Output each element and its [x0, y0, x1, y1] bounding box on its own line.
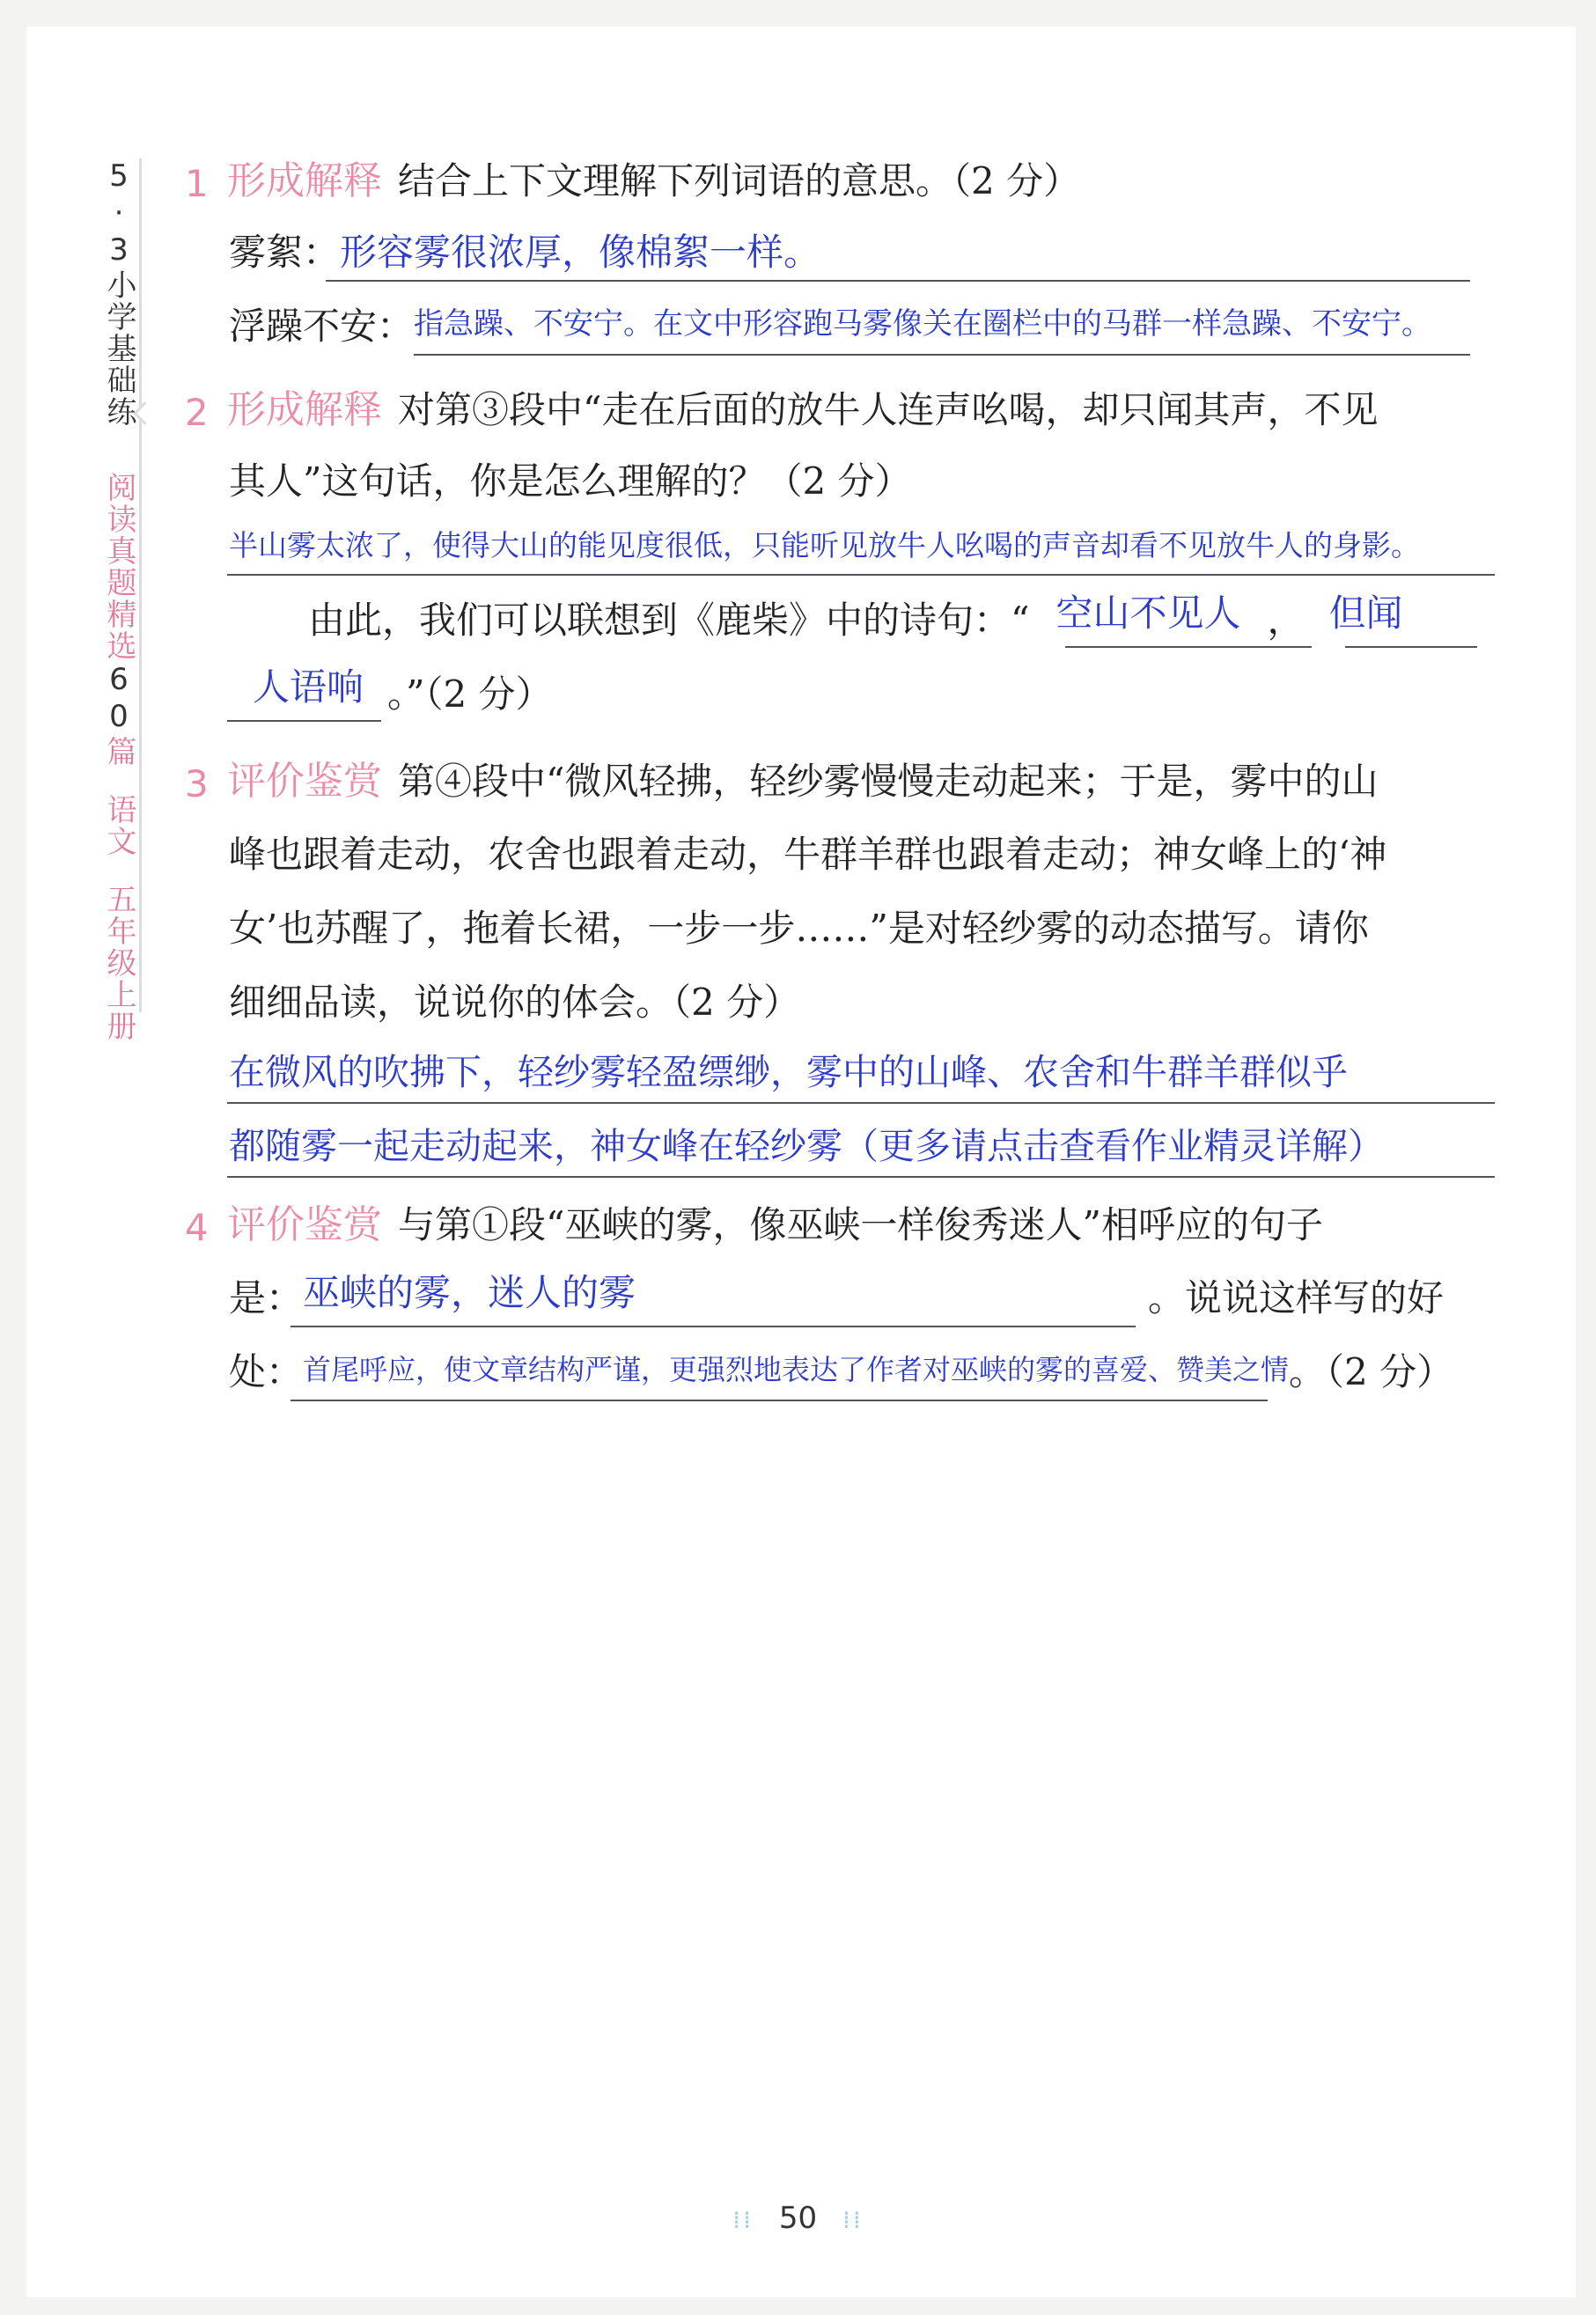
poem-line-cont: 人语响 。”（2 分） — [229, 672, 553, 717]
answer-line — [229, 231, 820, 275]
answer-text: 首尾呼应，使文章结构严谨，更强烈地表达了作者对巫峡的雾的喜爱、赞美之情 — [303, 1353, 1290, 1386]
answer-text: 巫峡的雾，迷人的雾 — [303, 1271, 636, 1314]
answer-text: 都随雾一起走动起来，神女峰在轻纱雾（更多请点击查看作业精灵详解） — [229, 1125, 1384, 1167]
question-prompt: 评价鉴赏 与第①段“巫峡的雾，像巫峡一样俊秀迷人”相呼应的句子 — [227, 1202, 1323, 1247]
book-title-b: 篇 — [101, 736, 136, 768]
question-prompt: 评价鉴赏 第④段中“微风轻拂，轻纱雾慢慢走动起来；于是，雾中的山 — [227, 759, 1379, 804]
sidebar — [88, 158, 150, 1042]
poem-answer: 人语响 — [252, 665, 364, 709]
question-prompt-cont: 其人”这句话，你是怎么理解的？（2 分） — [229, 459, 912, 503]
book-title-num: 60 — [101, 662, 136, 736]
question-tag: 评价鉴赏 — [227, 759, 382, 804]
question-number: 4 — [185, 1206, 209, 1249]
answer-line: 处：首尾呼应，使文章结构严谨，更强烈地表达了作者对巫峡的雾的喜爱、赞美之情。（2 分） — [229, 1350, 1454, 1393]
answer-underline — [1345, 646, 1477, 648]
question-prompt-cont: 峰也跟着走动，农舍也跟着走动，牛群羊群也跟着走动；神女峰上的‘神 — [229, 833, 1387, 876]
answer-underline — [291, 1400, 1268, 1401]
answer-underline — [414, 354, 1470, 356]
answer-text: 在微风的吹拂下，轻纱雾轻盈缥缈，雾中的山峰、农舍和牛群羊群似乎 — [229, 1051, 1348, 1093]
answer-text: 指急躁、不安宁。在文中形容跑马雾像关在圈栏中的马群一样急躁、不安宁。 — [414, 306, 1432, 342]
poem-answer: 空山不见人 — [1055, 592, 1241, 635]
page-footer — [0, 2201, 1596, 2236]
subject: 语文 — [101, 794, 136, 857]
answer-line — [229, 305, 1431, 349]
answer-underline — [1065, 646, 1312, 648]
term-label: 雾絮： — [229, 231, 341, 274]
answer-line: 是：巫峡的雾，迷人的雾 。说说这样写的好 — [229, 1271, 1445, 1319]
answer-underline — [227, 1102, 1495, 1104]
question-prompt: 形成解释 结合上下文理解下列词语的意思。（2 分） — [227, 158, 1081, 203]
answer-underline — [227, 720, 381, 722]
question-tag: 形成解释 — [227, 158, 382, 203]
poem-answer: 但闻 — [1328, 592, 1403, 635]
poem-line: 由此，我们可以联想到《鹿柴》中的诗句：“ 空山不见人 ， 但闻 — [308, 599, 1428, 643]
answer-text: 半山雾太浓了，使得大山的能见度很低，只能听见放牛人吆喝的声音却看不见放牛人的身影。 — [229, 528, 1420, 562]
answer-underline — [291, 1326, 1136, 1327]
question-prompt-cont: 细细品读，说说你的体会。（2 分） — [229, 981, 801, 1024]
question-prompt-cont: 女’也苏醒了，拖着长裙，一步一步……”是对轻纱雾的动态描写。请你 — [229, 907, 1369, 950]
answer-underline — [326, 280, 1470, 282]
page-number: 50 — [778, 2201, 818, 2236]
book-title — [101, 472, 136, 768]
answer-underline — [227, 1176, 1495, 1178]
grade: 五年级上册 — [101, 884, 136, 1042]
question-tag: 形成解释 — [227, 387, 382, 432]
footer-dots-right: ⁞⁞ — [842, 2205, 864, 2234]
question-number: 3 — [185, 762, 209, 805]
series-title: 5·3小学基础练 — [101, 158, 136, 428]
answer-underline — [227, 574, 1495, 576]
answer-text: 形容雾很浓厚，像棉絮一样。 — [340, 231, 821, 274]
question-number: 1 — [185, 162, 209, 205]
question-number: 2 — [185, 391, 209, 434]
book-title-a: 阅读真题精选 — [101, 472, 136, 662]
question-prompt: 形成解释 对第③段中“走在后面的放牛人连声吆喝，却只闻其声，不见 — [227, 387, 1379, 432]
question-tag: 评价鉴赏 — [227, 1202, 382, 1247]
term-label: 浮躁不安： — [229, 305, 415, 348]
footer-dots-left: ⁞⁞ — [732, 2205, 754, 2234]
